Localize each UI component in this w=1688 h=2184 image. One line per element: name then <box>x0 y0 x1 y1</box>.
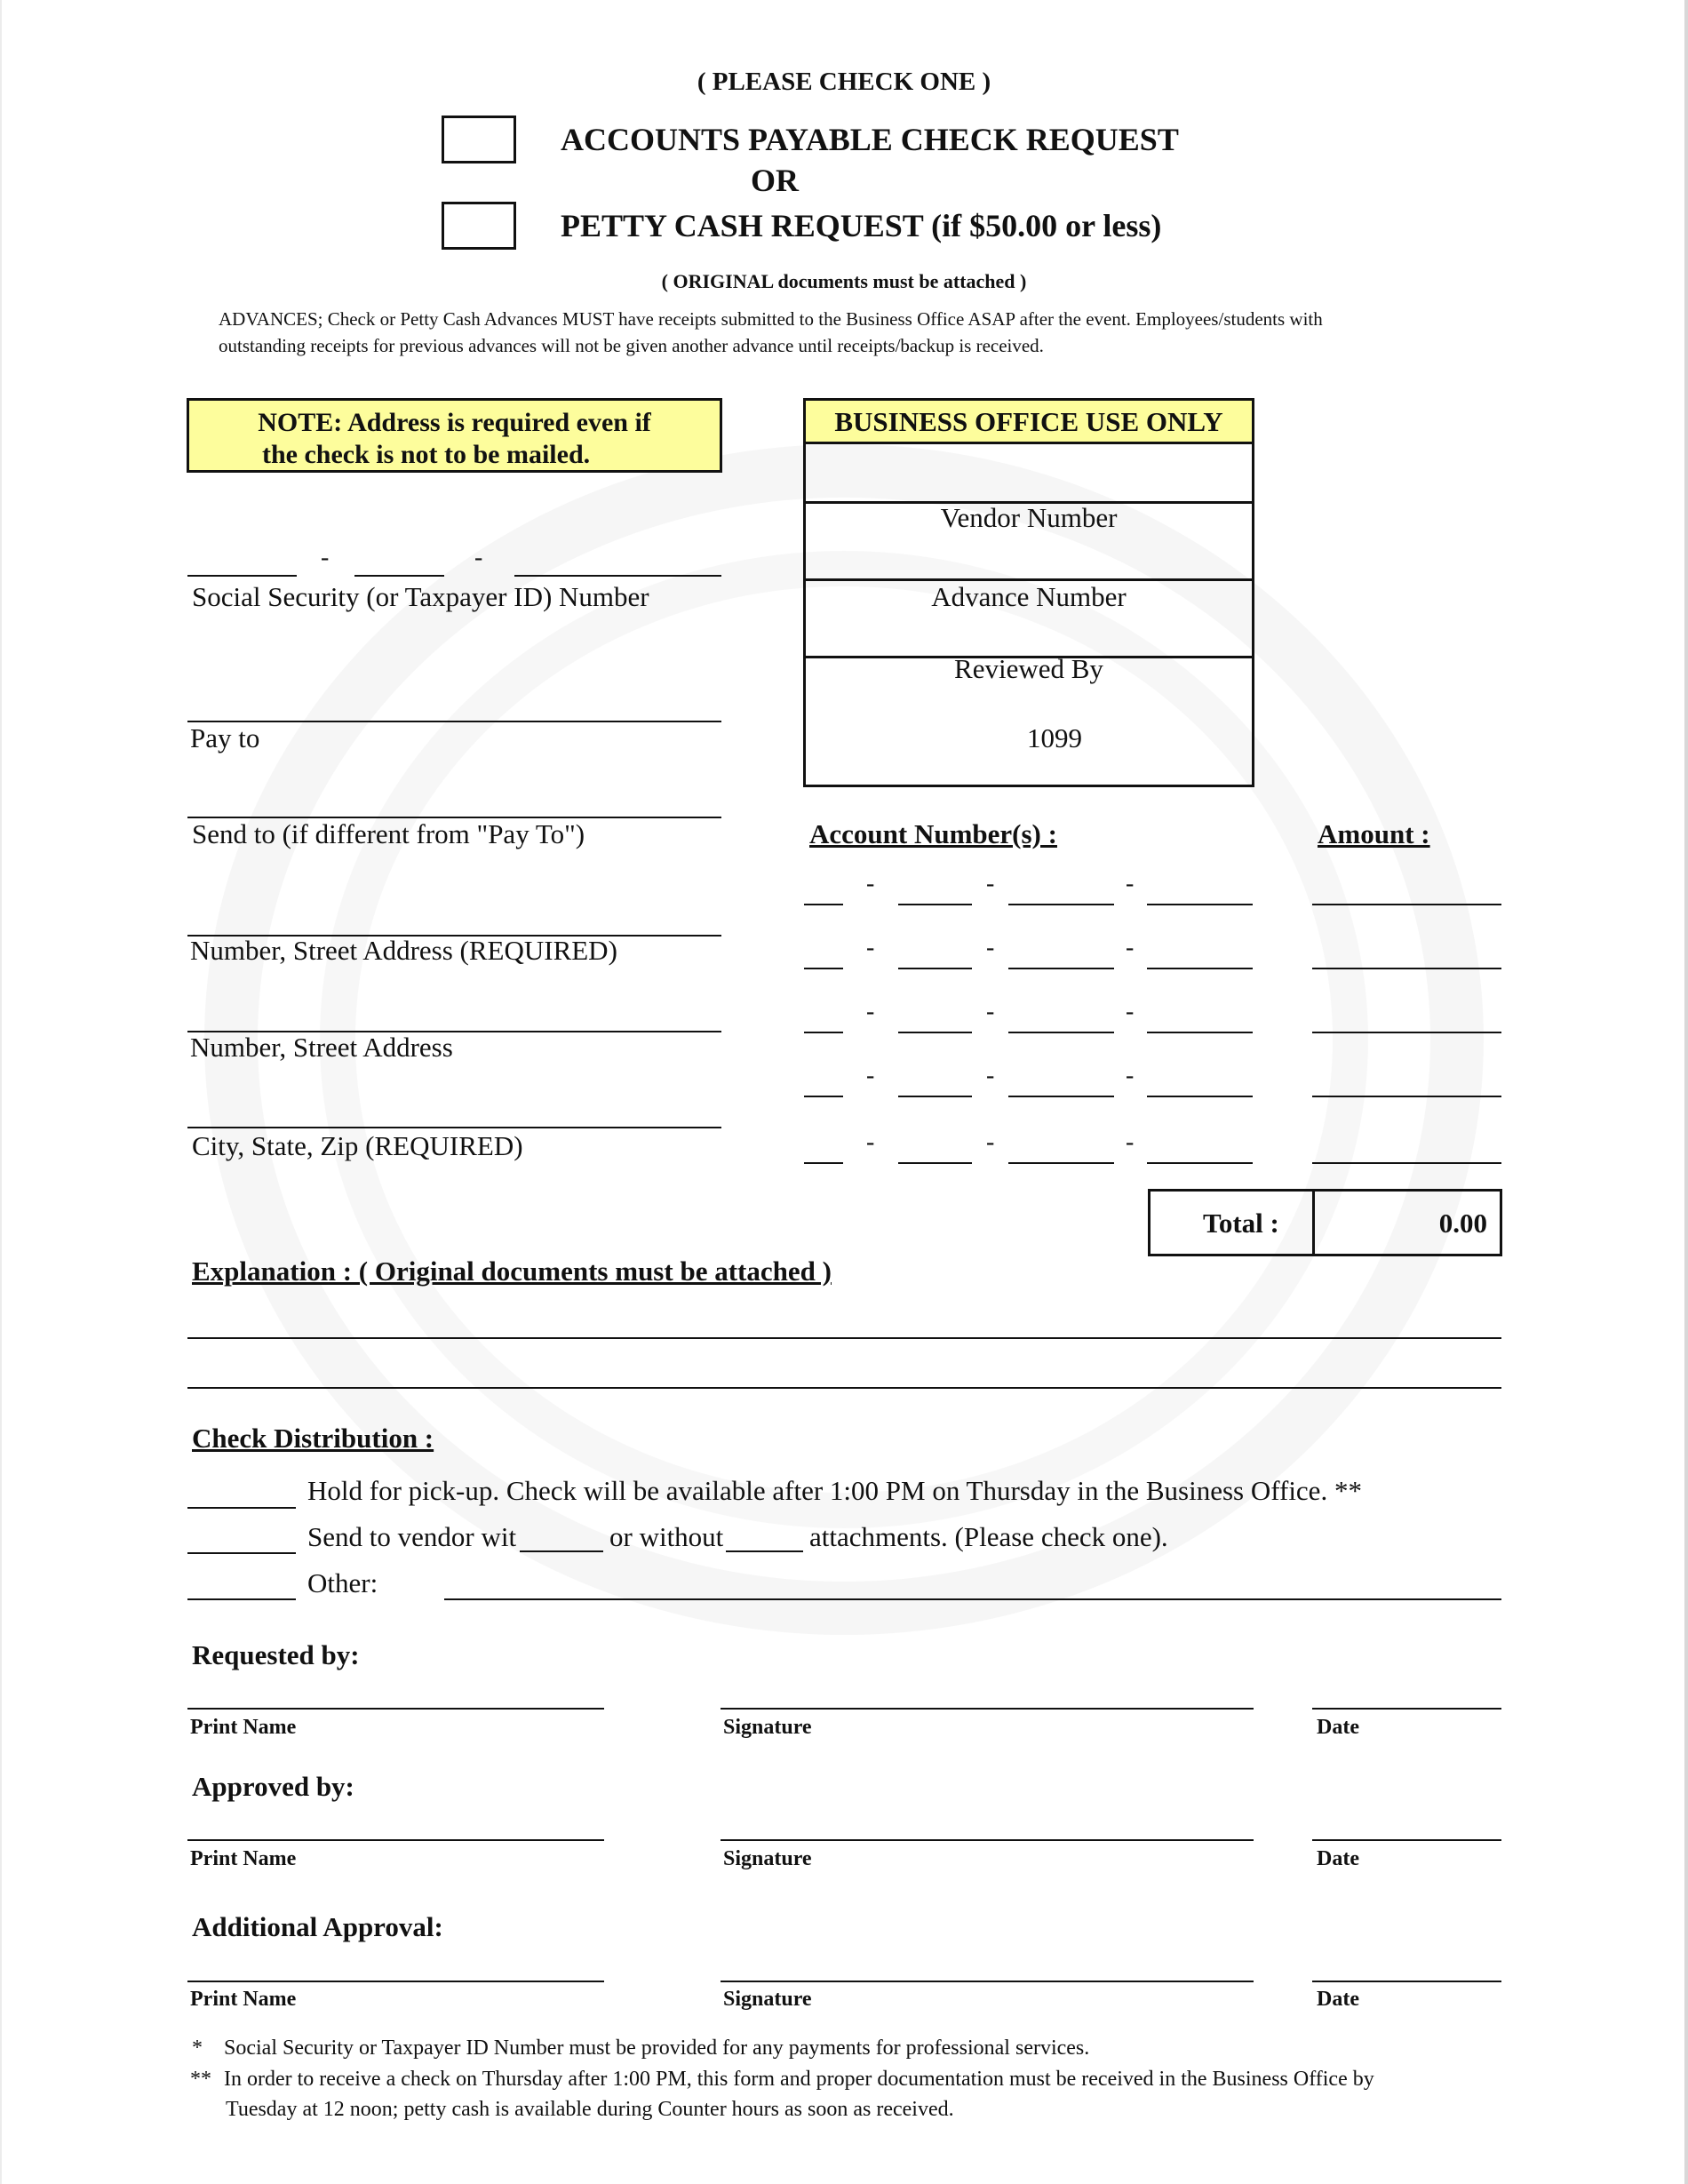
footnote-2-text-line2: Tuesday at 12 noon; petty cash is available during Counter hours as soon as received. <box>226 2098 954 2121</box>
please-check-one: ( PLEASE CHECK ONE ) <box>697 68 991 96</box>
requested-signature-label: Signature <box>723 1716 812 1739</box>
requested-print-name-label: Print Name <box>190 1716 297 1739</box>
amount-line[interactable] <box>1312 1032 1501 1033</box>
explanation-line-1[interactable] <box>187 1337 1501 1339</box>
account-number-dash: - <box>1126 934 1135 961</box>
amount-line[interactable] <box>1312 1096 1501 1097</box>
ssn-part1-line[interactable] <box>187 575 297 577</box>
account-number-dash: - <box>1126 1128 1135 1156</box>
requested-signature-line[interactable] <box>721 1708 1254 1710</box>
send-vendor-text-c: attachments. (Please check one). <box>809 1521 1168 1552</box>
ssn-part3-line[interactable] <box>514 575 721 577</box>
send-to-label: Send to (if different from "Pay To") <box>192 818 585 849</box>
other-line[interactable] <box>444 1598 1501 1600</box>
other-checkline[interactable] <box>187 1598 296 1600</box>
city-state-zip-label: City, State, Zip (REQUIRED) <box>192 1130 523 1161</box>
street-label: Number, Street Address <box>190 1032 453 1063</box>
checkbox-accounts-payable[interactable] <box>442 116 516 163</box>
advances-text-line2: outstanding receipts for previous advances will not be given another advance until receipts/backup is received. <box>219 335 1044 356</box>
account-number-dash: - <box>986 870 995 897</box>
ssn-part2-line[interactable] <box>354 575 444 577</box>
account-number-dash: - <box>866 870 875 897</box>
additional-signature-line[interactable] <box>721 1981 1254 1982</box>
option-petty-cash: PETTY CASH REQUEST (if $50.00 or less) <box>561 208 1162 243</box>
account-number-segment-line[interactable] <box>804 1032 843 1033</box>
account-number-segment-line[interactable] <box>898 1096 972 1097</box>
advances-text-line1: ADVANCES; Check or Petty Cash Advances MUST have receipts submitted to the Business Office ASAP after the event. Employees/students with <box>219 308 1323 330</box>
additional-approval-label: Additional Approval: <box>192 1911 443 1942</box>
business-office-box <box>803 398 1254 787</box>
approved-signature-line[interactable] <box>721 1839 1254 1841</box>
note-line1: NOTE: Address is required even if <box>258 408 651 437</box>
account-number-segment-line[interactable] <box>898 904 972 905</box>
account-number-segment-line[interactable] <box>898 1032 972 1033</box>
amount-line[interactable] <box>1312 904 1501 905</box>
additional-date-line[interactable] <box>1312 1981 1501 1982</box>
account-number-dash: - <box>986 1128 995 1156</box>
footnote-2-marker: ** <box>190 2068 211 2091</box>
account-number-dash: - <box>866 934 875 961</box>
amount-header: Amount : <box>1318 818 1430 849</box>
option-accounts-payable: ACCOUNTS PAYABLE CHECK REQUEST <box>561 122 1179 157</box>
total-box <box>1148 1189 1502 1256</box>
account-number-segment-line[interactable] <box>804 904 843 905</box>
address-note-box <box>187 398 722 473</box>
account-number-segment-line[interactable] <box>1147 1162 1253 1164</box>
account-number-dash: - <box>986 1062 995 1089</box>
account-number-segment-line[interactable] <box>1008 1096 1114 1097</box>
account-number-segment-line[interactable] <box>1147 968 1253 969</box>
total-label: Total : <box>1203 1208 1279 1239</box>
requested-by-label: Requested by: <box>192 1639 360 1670</box>
account-number-dash: - <box>986 998 995 1025</box>
amount-line[interactable] <box>1312 968 1501 969</box>
pay-to-line[interactable] <box>187 721 721 722</box>
with-attachments-line[interactable] <box>520 1550 603 1552</box>
requested-print-name-line[interactable] <box>187 1708 604 1710</box>
account-number-dash: - <box>866 1128 875 1156</box>
business-office-title: BUSINESS OFFICE USE ONLY <box>834 406 1223 437</box>
explanation-label: Explanation : ( Original documents must be attached ) <box>192 1255 832 1287</box>
hold-pickup-text: Hold for pick-up. Check will be available after 1:00 PM on Thursday in the Business Office. ** <box>307 1475 1362 1506</box>
other-label: Other: <box>307 1567 378 1598</box>
account-number-segment-line[interactable] <box>898 968 972 969</box>
send-vendor-text-b: or without <box>609 1521 724 1552</box>
city-state-zip-line[interactable] <box>187 1127 721 1128</box>
checkbox-petty-cash[interactable] <box>442 202 516 250</box>
requested-date-label: Date <box>1317 1716 1359 1739</box>
note-line2: the check is not to be mailed. <box>262 440 591 469</box>
ssn-dash-1: - <box>321 544 330 571</box>
form-1099-label: 1099 <box>1027 722 1082 753</box>
approved-date-line[interactable] <box>1312 1839 1501 1841</box>
originals-note: ( ORIGINAL documents must be attached ) <box>661 270 1027 292</box>
ssn-dash-2: - <box>474 544 483 571</box>
approved-print-name-label: Print Name <box>190 1847 297 1870</box>
business-office-header <box>806 401 1252 444</box>
account-number-segment-line[interactable] <box>1008 968 1114 969</box>
approved-by-label: Approved by: <box>192 1771 354 1802</box>
account-number-dash: - <box>1126 870 1135 897</box>
account-number-segment-line[interactable] <box>804 1162 843 1164</box>
account-number-segment-line[interactable] <box>1147 1096 1253 1097</box>
check-distribution-label: Check Distribution : <box>192 1423 434 1454</box>
additional-date-label: Date <box>1317 1988 1359 2011</box>
account-number-segment-line[interactable] <box>804 968 843 969</box>
without-attachments-line[interactable] <box>726 1550 803 1552</box>
approved-signature-label: Signature <box>723 1847 812 1870</box>
additional-print-name-line[interactable] <box>187 1981 604 1982</box>
account-numbers-header: Account Number(s) : <box>809 818 1057 849</box>
approved-print-name-line[interactable] <box>187 1839 604 1841</box>
street-required-label: Number, Street Address (REQUIRED) <box>190 935 617 966</box>
footnote-1-marker: * <box>192 2037 203 2060</box>
amount-line[interactable] <box>1312 1162 1501 1164</box>
ssn-label: Social Security (or Taxpayer ID) Number <box>192 581 649 612</box>
send-vendor-text-a: Send to vendor wit <box>307 1521 517 1552</box>
or-label: OR <box>751 163 799 198</box>
send-vendor-checkline[interactable] <box>187 1552 296 1554</box>
requested-date-line[interactable] <box>1312 1708 1501 1710</box>
explanation-line-2[interactable] <box>187 1387 1501 1389</box>
page-edge-left <box>0 0 2 2184</box>
pay-to-label: Pay to <box>190 722 260 753</box>
account-number-dash: - <box>1126 1062 1135 1089</box>
page-edge <box>1684 0 1688 2184</box>
account-number-segment-line[interactable] <box>898 1162 972 1164</box>
account-number-dash: - <box>1126 998 1135 1025</box>
account-number-dash: - <box>986 934 995 961</box>
footnote-1-text: Social Security or Taxpayer ID Number must be provided for any payments for professional services. <box>224 2037 1090 2060</box>
account-number-segment-line[interactable] <box>1147 1032 1253 1033</box>
total-value: 0.00 <box>1438 1208 1487 1239</box>
approved-date-label: Date <box>1317 1847 1359 1870</box>
additional-print-name-label: Print Name <box>190 1988 297 2011</box>
hold-pickup-checkline[interactable] <box>187 1507 296 1509</box>
account-number-dash: - <box>866 998 875 1025</box>
account-number-segment-line[interactable] <box>804 1096 843 1097</box>
advance-number-label: Advance Number <box>931 581 1127 612</box>
footnote-2-text-line1: In order to receive a check on Thursday after 1:00 PM, this form and proper documentation must be received in the Business Office by <box>224 2068 1374 2091</box>
account-number-dash: - <box>866 1062 875 1089</box>
additional-signature-label: Signature <box>723 1988 812 2011</box>
account-number-segment-line[interactable] <box>1008 1032 1114 1033</box>
vendor-number-label: Vendor Number <box>940 502 1118 533</box>
account-number-segment-line[interactable] <box>1008 1162 1114 1164</box>
account-number-segment-line[interactable] <box>1008 904 1114 905</box>
account-number-segment-line[interactable] <box>1147 904 1253 905</box>
reviewed-by-label: Reviewed By <box>954 653 1103 684</box>
